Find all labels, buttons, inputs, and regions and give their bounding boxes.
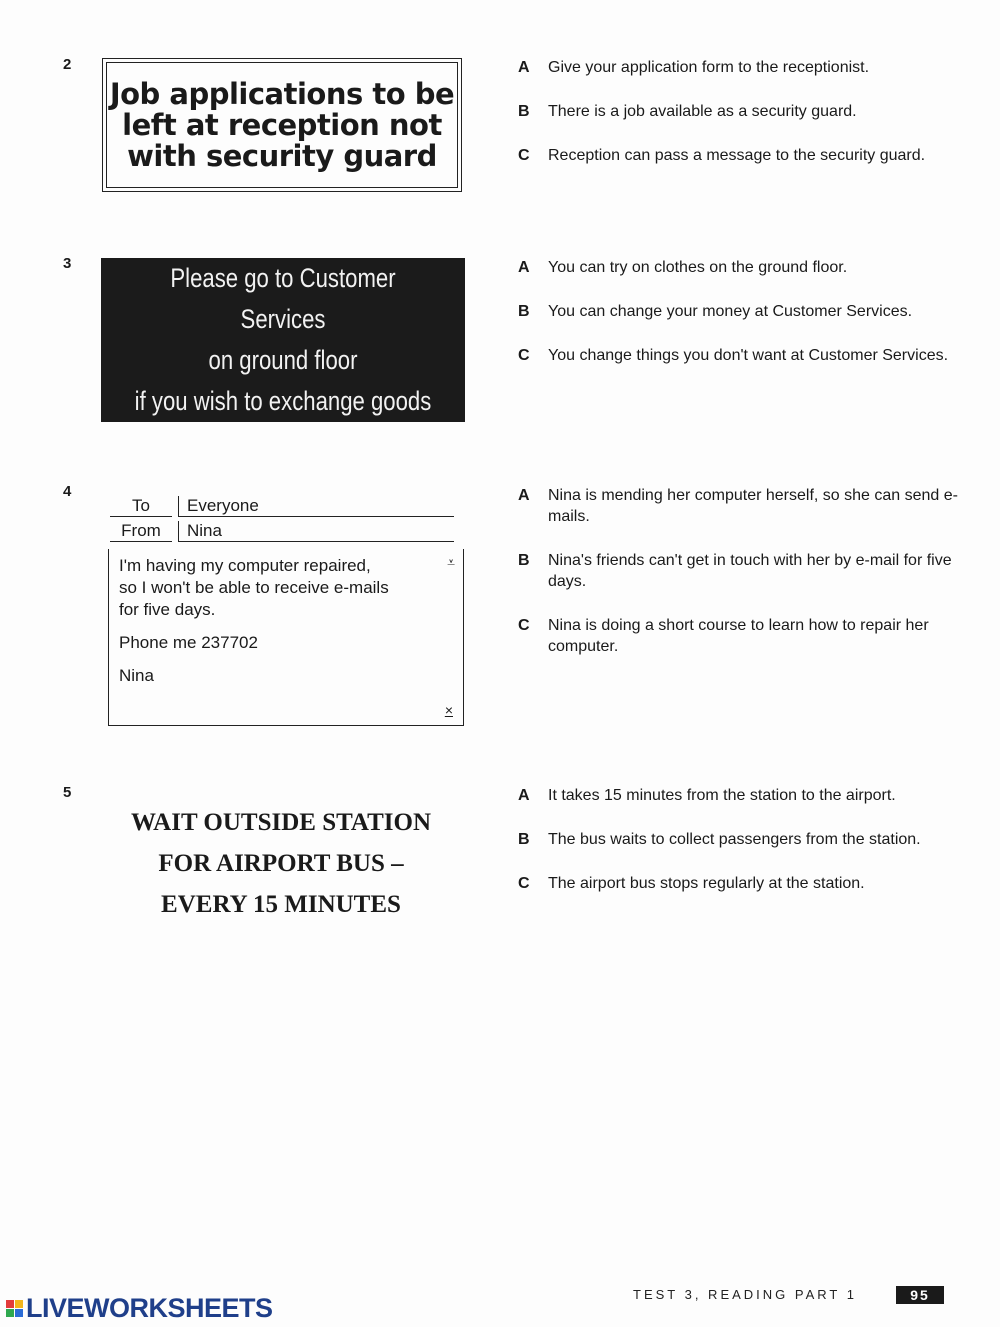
- notice-airport-bus: WAIT OUTSIDE STATION FOR AIRPORT BUS – EVERY 15 MINUTES: [130, 809, 432, 918]
- email-signature: Nina: [119, 666, 154, 685]
- option-a[interactable]: [518, 257, 978, 278]
- email-to-label: To: [110, 496, 172, 517]
- option-text: Nina's friends can't get in touch with her by e-mail for five days.: [548, 552, 952, 590]
- options-list: [518, 257, 978, 389]
- question-number: 3: [63, 255, 72, 272]
- option-text: You can change your money at Customer Services.: [548, 303, 913, 320]
- question-number: 2: [63, 56, 72, 73]
- option-letter: B: [518, 103, 530, 120]
- options-list: [518, 485, 978, 680]
- options-list: [518, 785, 978, 917]
- option-letter: B: [518, 552, 530, 569]
- option-letter: C: [518, 147, 530, 164]
- option-text: It takes 15 minutes from the station to the airport.: [548, 787, 896, 804]
- option-letter: A: [518, 487, 530, 504]
- logo-icon: [6, 1300, 23, 1317]
- option-b[interactable]: [518, 829, 978, 850]
- option-letter: A: [518, 787, 530, 804]
- option-a[interactable]: [518, 57, 978, 78]
- option-letter: C: [518, 617, 530, 634]
- email-from-label: From: [110, 521, 172, 542]
- option-letter: B: [518, 831, 530, 848]
- email-paragraph: I'm having my computer repaired, so I won't be able to receive e-mails for five days.: [119, 556, 389, 619]
- option-c[interactable]: [518, 615, 978, 657]
- option-text: You change things you don't want at Customer Services.: [548, 347, 949, 364]
- option-a[interactable]: [518, 785, 978, 806]
- option-letter: B: [518, 303, 530, 320]
- option-b[interactable]: [518, 301, 978, 322]
- option-a[interactable]: [518, 485, 978, 527]
- option-text: Give your application form to the receptionist.: [548, 59, 870, 76]
- option-text: The bus waits to collect passengers from the station.: [548, 831, 921, 848]
- notice-text: Job applications to be left at reception not with security guard: [109, 76, 455, 173]
- email-from-row: [110, 521, 454, 543]
- option-letter: C: [518, 875, 530, 892]
- option-b[interactable]: [518, 101, 978, 122]
- option-c[interactable]: [518, 873, 978, 894]
- option-c[interactable]: [518, 145, 978, 166]
- option-c[interactable]: [518, 345, 978, 366]
- page-number: 95: [896, 1286, 944, 1304]
- notice-customer-services: [101, 258, 465, 422]
- option-text: You can try on clothes on the ground floor.: [548, 259, 848, 276]
- option-text: There is a job available as a security guard.: [548, 103, 857, 120]
- email-from-value: Nina: [178, 521, 454, 542]
- question-number: 4: [63, 483, 72, 500]
- option-letter: A: [518, 59, 530, 76]
- option-text: Nina is doing a short course to learn how to repair her computer.: [548, 617, 929, 655]
- option-letter: C: [518, 347, 530, 364]
- notice-text: Please go to Customer Services on ground floor if you wish to exchange goods: [134, 263, 432, 416]
- options-list: [518, 57, 978, 189]
- option-letter: A: [518, 259, 530, 276]
- option-text: The airport bus stops regularly at the station.: [548, 875, 865, 892]
- close-icon: ×: [444, 702, 453, 718]
- email-phone: Phone me 237702: [119, 633, 258, 652]
- option-b[interactable]: [518, 550, 978, 592]
- option-text: Nina is mending her computer herself, so she can send e-mails.: [548, 487, 958, 525]
- question-number: 5: [63, 784, 72, 801]
- section-label: TEST 3, READING PART 1: [633, 1287, 857, 1302]
- liveworksheets-logo[interactable]: [6, 1293, 273, 1324]
- notice-job-applications: [102, 58, 462, 192]
- notice-inner-border: [106, 62, 458, 188]
- email-body: [108, 549, 464, 726]
- logo-text: LIVEWORKSHEETS: [26, 1293, 273, 1323]
- scroll-down-icon: ⩡: [447, 554, 455, 570]
- email-message: [100, 496, 464, 726]
- email-to-row: [110, 496, 454, 518]
- option-text: Reception can pass a message to the security guard.: [548, 147, 926, 164]
- email-to-value: Everyone: [178, 496, 454, 517]
